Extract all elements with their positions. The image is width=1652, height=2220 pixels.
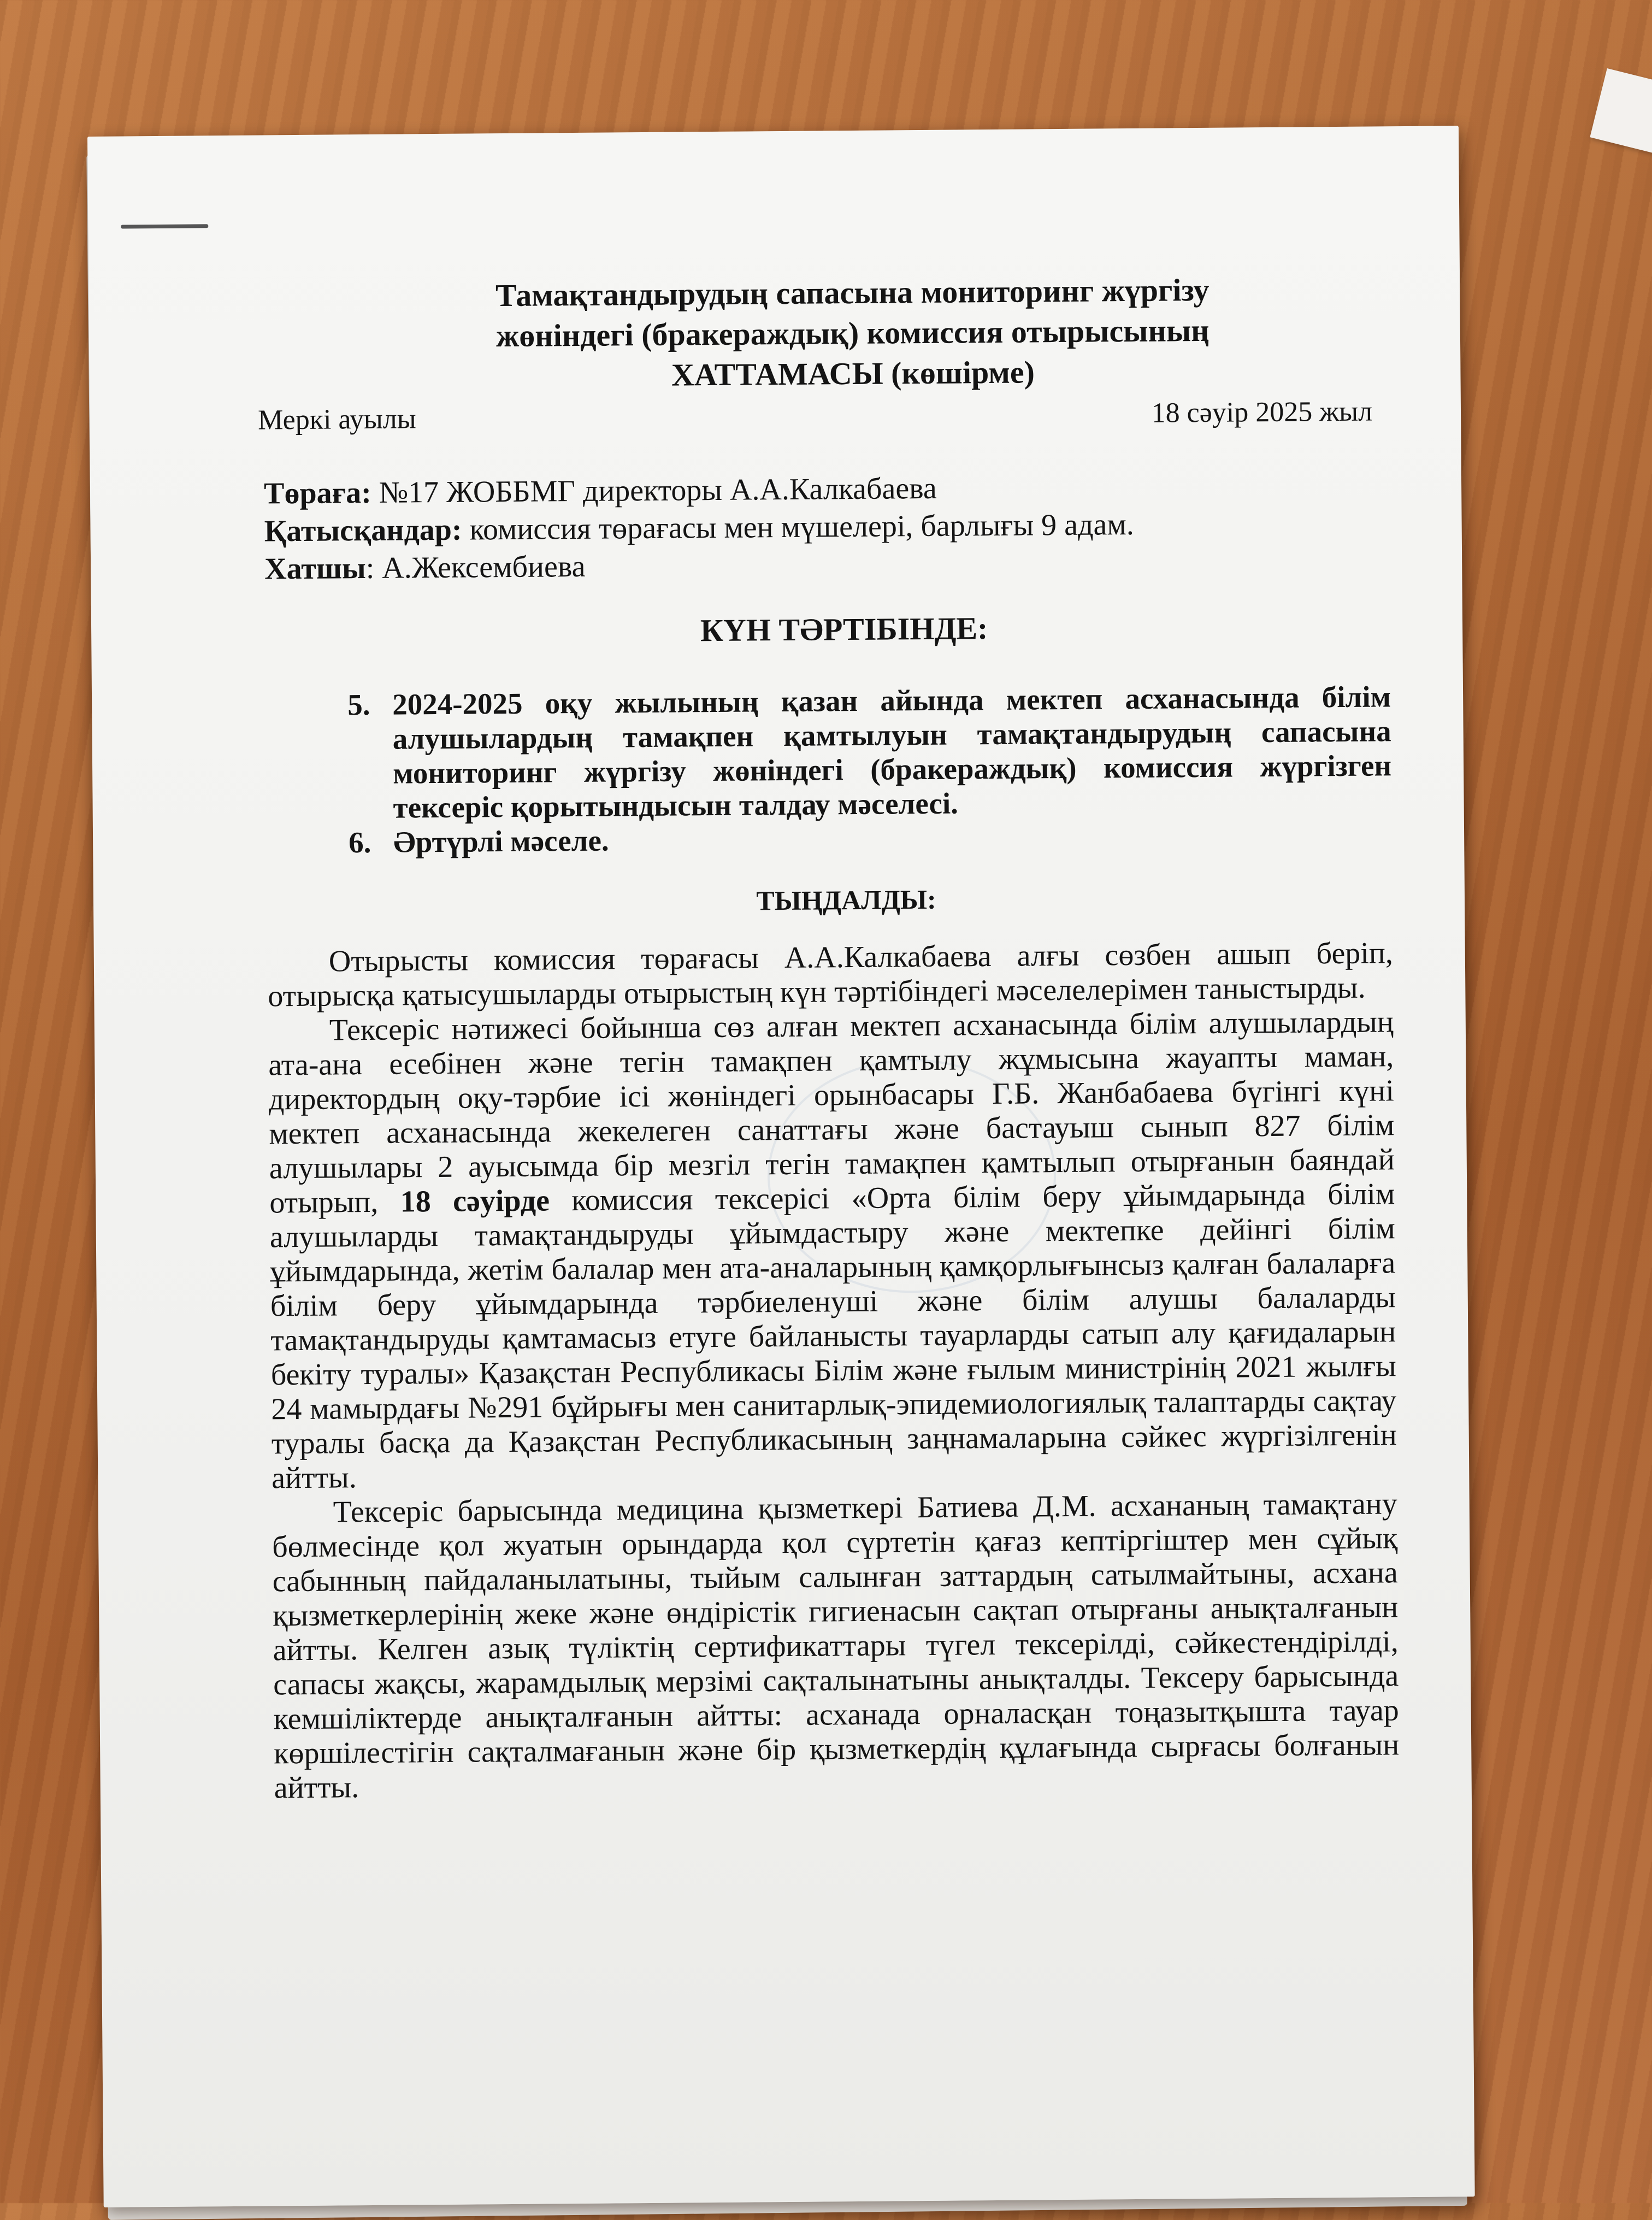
place: Меркі ауылы [257,403,416,436]
chair-label: Төраға: [263,475,371,511]
paragraph-2-part-b: комиссия тексерісі «Орта білім беру ұйымдарында білім алушыларды тамақтандыруды ұйымдастыру және мектепке дейінгі білім ұйымдарында, жетім балалар мен ата-аналарының қамқорлығынсыз қалған балаларға білім беру ұйымдарында тәрбиеленуші және білім алушы балаларды тамақтандыруды қамтамасыз етуге байланысты тауарларды сатып алу қағидаларын бекіту туралы» Қазақстан Республикасы Білім және ғылым министрінің 2021 жылғы 24 мамырдағы №291 бұйрығы мен санитарлық-эпидемиологиялық талаптарды сақтау туралы басқа да Қазақстан Республикасының заңнамаларына сәйкес жүргізілгенін айтты. [269,1177,1397,1495]
document-title [284,268,1421,398]
title-line-2: жөніндегі (бракераждық) комиссия отырысының [495,312,1210,354]
margin-dash [121,224,208,228]
date: 18 сәуір 2025 жыл [1151,396,1373,429]
agenda-item [266,679,1425,826]
agenda-item-text: Әртүрлі мәселе. [393,823,609,859]
paragraph-3: Тексеріс барысында медицина қызметкері Батиева Д.М. асхананың тамақтану бөлмесінде қол жуатын орындарда қол сүртетін қағаз кептіргіштер мен сұйық сабынның пайдаланылатыны, тыйым салынған заттардың сатылмайтыны, асхана қызметкерлерінің жеке және өндірістік гигиенасын сақтап отырғаны анықталғанын айтты. Келген азық түліктің сертификаттары түгел тексерілді, сәйкестендірілді, сапасы жақсы, жарамдылық мерзімі сақталынатыны анықталды. Тексеру барысында кемшіліктерде анықталғанын айтты: асханада орналасқан тоңазытқышта тауар көршілестігін сақталмағанын және бір қызметкердің құлағында сырғасы болғанын айтты. [272,1487,1400,1805]
secretary-value: : А.Жексембиева [365,549,586,586]
heard-title: ТЫҢДАЛДЫ: [756,884,936,916]
secretary-label: Хатшы [264,551,366,586]
title-line-1: Тамақтандырудың сапасына мониторинг жүргізу [495,272,1210,314]
chair-value: №17 ЖОББМГ директоры А.А.Калкабаева [371,471,937,510]
agenda-item-number: 5. [347,687,370,722]
paper-scrap [1590,68,1652,156]
document-page [87,126,1475,2207]
paragraph-2 [268,1005,1430,1496]
paragraph-2-bold-date: 18 сәуірде [400,1183,550,1219]
participants-label: Қатысқандар: [264,513,462,549]
place-date-row [257,394,1421,441]
participants-value: комиссия төрағасы мен мүшелері, барлығы 9 адам. [462,507,1135,547]
agenda-item-text: 2024-2025 оқу жылының қазан айында мектеп асханасында білім алушылардың тамақпен қамтылуын тамақтандырудың сапасына мониторинг жүргізу жөніндегі (бракераждық) комиссия жүргізген тексеріс қорытындысын талдау мәселесі. [392,680,1392,825]
document-body [257,268,1432,1806]
meeting-meta [264,466,1423,588]
title-line-3: ХАТТАМАСЫ (көшірме) [671,354,1035,393]
agenda-list [266,679,1425,861]
agenda-item-number: 6. [348,825,371,859]
agenda-title: КҮН ТӘРТІБІНДЕ: [700,610,988,649]
paragraph-2-part-a: Тексеріс нәтижесі бойынша сөз алған мектеп асханасында білім алушылардың ата-ана есебінен және тегін тамақпен қамтылу жұмысына жауапты маман, директордың оқу-тәрбие ісі жөніндегі орынбасары Г.Б. Жанбабаева бүгінгі күні мектеп асханасында жекелеген санаттағы және бастауыш сынып 827 білім алушылары 2 ауысымда бір мезгіл тегін тамақпен қамтылып отырғанын баяндай отырып, [268,1005,1395,1220]
paragraph-1: Отырысты комиссия төрағасы А.А.Калкабаева алғы сөзбен ашып беріп, отырысқа қатысушыларды отырыстың күн тәртібіндегі мәселелерімен таныстырды. [268,936,1394,1014]
